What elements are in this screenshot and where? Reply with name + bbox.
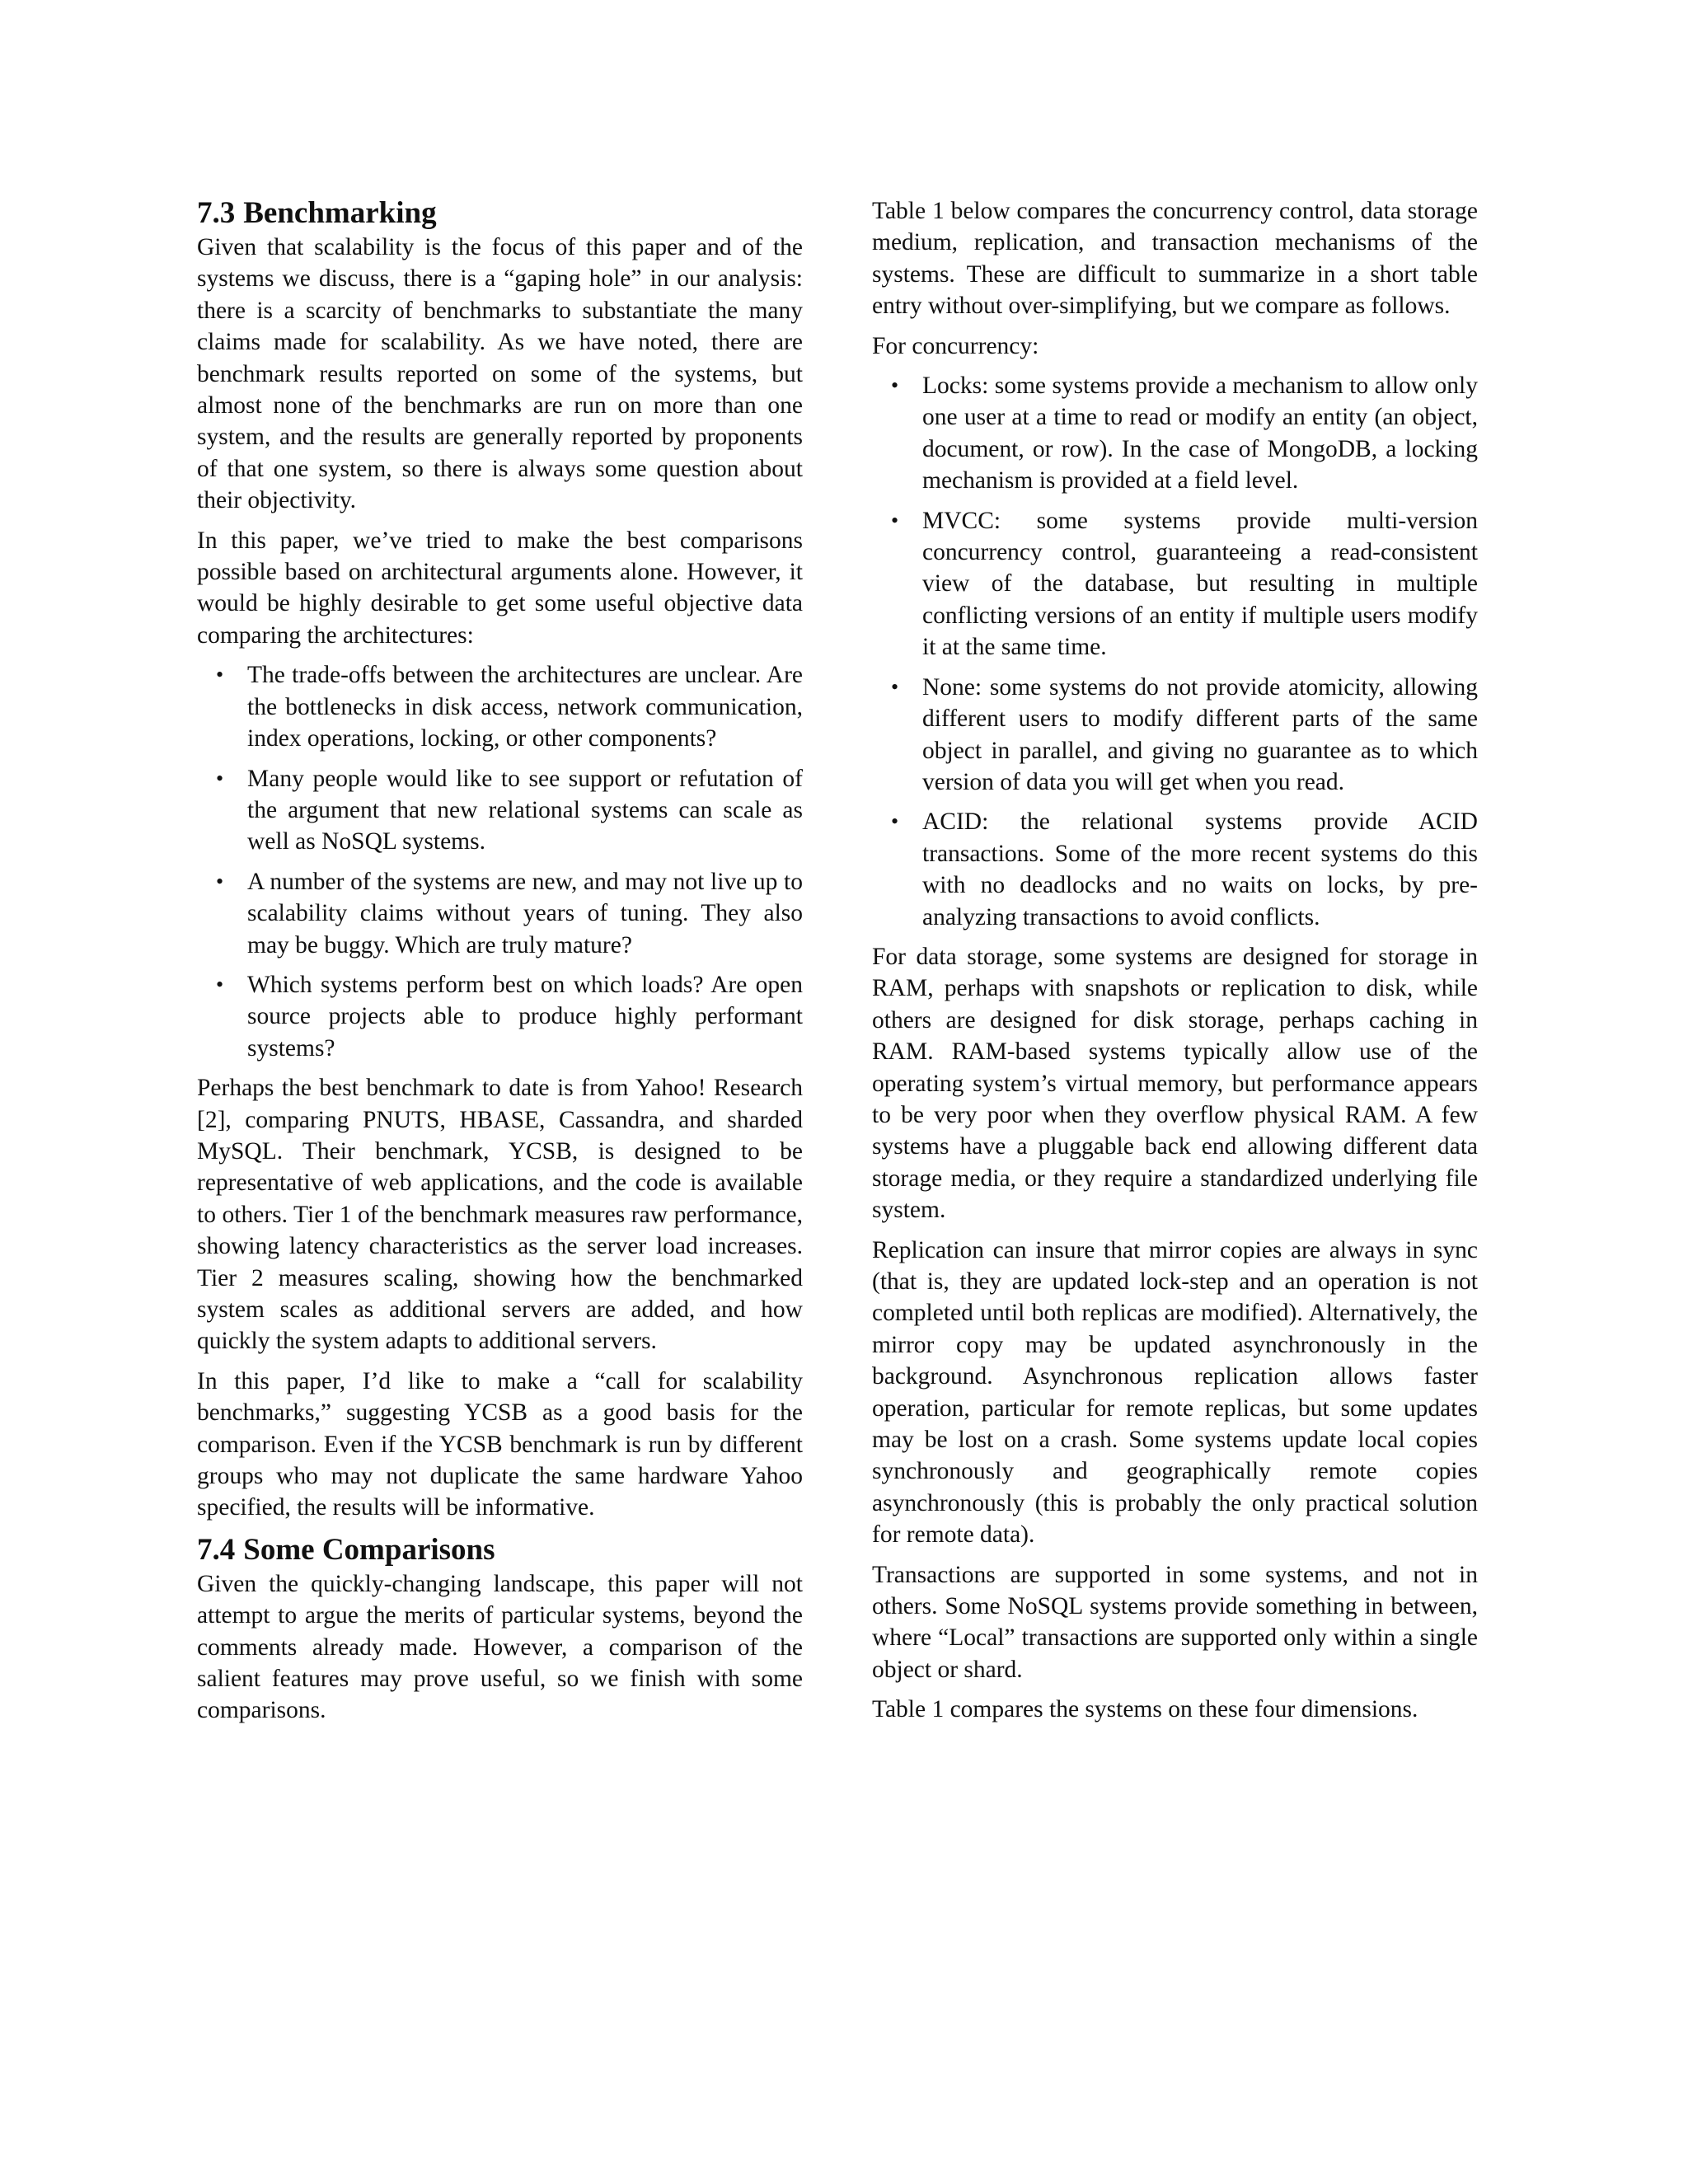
section-heading-benchmarking: [197, 195, 803, 232]
paragraph: Perhaps the best benchmark to date is from Yahoo! Research [2], comparing PNUTS, HBASE, Cassandra, and sharded MySQL. Their benchmark, YCSB, is designed to be representative of web applications, and the code is available to others. Tier 1 of the benchmark measures raw performance, showing latency characteristics as the server load increases. Tier 2 measures scaling, showing how the benchmarked system scales as additional servers are added, and how quickly the system adapts to additional servers.: [197, 1075, 803, 1355]
paragraph: For data storage, some systems are designed for storage in RAM, perhaps with snapshots or replication to disk, while others are designed for disk storage, perhaps caching in RAM. RAM-based systems typically allow use of the operating system’s virtual memory, but performance appears to be very poor when they overflow physical RAM. A few systems have a pluggable back end allowing different data storage media, or they require a standardized underlying file system.: [872, 943, 1478, 1224]
paragraph: Transactions are supported in some systems, and not in others. Some NoSQL systems provide something in between, where “Local” transactions are supported only within a single object or shard.: [872, 1561, 1478, 1683]
bullet-text: Locks: some systems provide a mechanism to allow only one user at a time to read or modify an entity (an object, document, or row). In the case of MongoDB, a locking mechanism is provided at a field level.: [922, 373, 1478, 494]
paragraph: In this paper, I’d like to make a “call for scalability benchmarks,” suggesting YCSB as a good basis for the comparison. Even if the YCSB benchmark is run by different groups who may not duplicate the same hardware Yahoo specified, the results will be informative.: [197, 1367, 803, 1521]
bullet-text: None: some systems do not provide atomicity, allowing different users to modify different parts of the same object in parallel, and giving no guarantee as to which version of data you will get when you read.: [922, 673, 1478, 795]
paragraph: Given the quickly-changing landscape, this paper will not attempt to argue the merits of particular systems, beyond the comments already made. However, a comparison of the salient features may prove useful, so we finish with some comparisons.: [197, 1570, 803, 1724]
concurrency-label: For concurrency:: [872, 332, 1039, 359]
bullet-text: A number of the systems are new, and may not live up to scalability claims without years of tuning. They also may be buggy. Which are truly mature?: [247, 868, 803, 958]
bullet-text: ACID: the relational systems provide ACID transactions. Some of the more recent systems do this with no deadlocks and no waits on locks, by pre-analyzing transactions to avoid conflicts.: [922, 808, 1478, 930]
paragraph: Table 1 below compares the concurrency control, data storage medium, replication, and transaction mechanisms of the systems. These are difficult to summarize in a short table entry without over-simplifying, but we compare as follows.: [872, 198, 1478, 320]
paragraph: Table 1 compares the systems on these four dimensions.: [872, 1696, 1418, 1723]
left-column: [197, 195, 803, 1735]
section-title: Some Comparisons: [243, 1532, 495, 1567]
bullet-text: MVCC: some systems provide multi-version concurrency control, guaranteeing a read-consistent view of the database, but resulting in multiple conflicting versions of an entity if multiple users modify it at the same time.: [922, 507, 1478, 661]
bullet-item: [197, 659, 803, 754]
bullet-icon: •: [891, 674, 899, 699]
bullet-item: [197, 866, 803, 961]
bullet-item: [197, 969, 803, 1064]
section-title: Benchmarking: [243, 196, 437, 230]
bullet-text: The trade-offs between the architectures are unclear. Are the bottlenecks in disk access, network communication, index operations, locking, or other components?: [247, 662, 803, 752]
section-number: 7.4: [197, 1532, 236, 1567]
bullet-icon: •: [216, 663, 224, 687]
paragraph: Replication can insure that mirror copies are always in sync (that is, they are updated lock-step and an operation is not completed until both replicas are modified). Alternatively, the mirror copy may be updated asynchronously in the background. Asynchronous replication allows faster operation, particular for remote replicas, but some updates may be lost on a crash. Some systems update local copies synchronously and geographically remote copies asynchronously (this is probably the only practical solution for remote data).: [872, 1236, 1478, 1549]
bullet-icon: •: [216, 869, 224, 893]
section-number: 7.3: [197, 196, 236, 230]
paragraph: Given that scalability is the focus of this paper and of the systems we discuss, there is a “gaping hole” in our analysis: there is a scarcity of benchmarks to substantiate the many claims made for scalability. As we have noted, there are benchmark results reported on some of the systems, but almost none of the benchmarks are run on more than one system, and the results are generally reported by proponents of that one system, so there is always some question about their objectivity.: [197, 234, 803, 514]
paragraph: In this paper, we’ve tried to make the best comparisons possible based on architectural arguments alone. However, it would be highly desirable to get some useful objective data comparing the architectures:: [197, 527, 803, 649]
bullet-icon: •: [891, 373, 899, 398]
bullet-list: [197, 659, 803, 1064]
bullet-text: Which systems perform best on which loads? Are open source projects able to produce highly performant systems?: [247, 971, 803, 1062]
bullet-item: [872, 370, 1478, 497]
bullet-icon: •: [216, 766, 224, 790]
bullet-list: [872, 370, 1478, 933]
section-heading-comparisons: [197, 1532, 803, 1568]
right-column: [872, 195, 1478, 1734]
bullet-item: [872, 672, 1478, 799]
bullet-icon: •: [891, 809, 899, 834]
bullet-icon: •: [891, 508, 899, 532]
bullet-item: [872, 806, 1478, 933]
bullet-item: [872, 505, 1478, 663]
bullet-item: [197, 763, 803, 858]
bullet-icon: •: [216, 972, 224, 996]
bullet-text: Many people would like to see support or refutation of the argument that new relational systems can scale as well as NoSQL systems.: [247, 765, 803, 855]
